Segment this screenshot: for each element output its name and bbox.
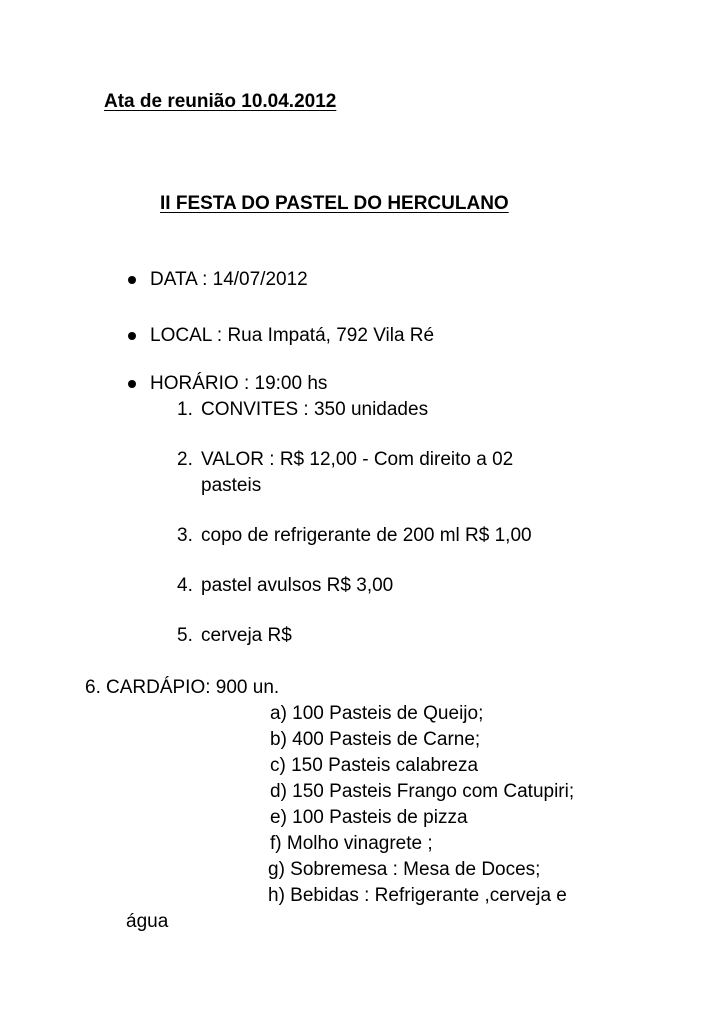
bullet-dot-icon xyxy=(128,380,136,388)
menu-item: d) 150 Pasteis Frango com Catupiri; xyxy=(270,781,575,802)
list-number: 6. xyxy=(85,677,101,698)
list-text: VALOR : R$ 12,00 - Com direito a 02 xyxy=(201,449,514,470)
menu-item: b) 400 Pasteis de Carne; xyxy=(270,729,481,750)
bullet-text: HORÁRIO : 19:00 hs xyxy=(150,373,328,394)
bullet-text: DATA : 14/07/2012 xyxy=(150,269,308,290)
menu-item: h) Bebidas : Refrigerante ,cerveja e xyxy=(268,885,567,906)
list-number: 1. xyxy=(177,399,193,420)
bullet-dot-icon xyxy=(128,276,136,284)
list-number: 3. xyxy=(177,525,193,546)
list-number: 4. xyxy=(177,575,193,596)
menu-item: f) Molho vinagrete ; xyxy=(270,833,433,854)
list-text: cerveja R$ xyxy=(201,625,292,646)
bullet-dot-icon xyxy=(128,332,136,340)
list-text: CONVITES : 350 unidades xyxy=(201,399,429,420)
cardapio-title: CARDÁPIO: 900 un. xyxy=(106,677,280,698)
list-text-continuation: pasteis xyxy=(201,475,262,496)
event-title: II FESTA DO PASTEL DO HERCULANO xyxy=(160,193,509,214)
list-text: copo de refrigerante de 200 ml R$ 1,00 xyxy=(201,525,532,546)
bullet-text: LOCAL : Rua Impatá, 792 Vila Ré xyxy=(150,325,435,346)
menu-item-continuation: água xyxy=(126,911,169,932)
list-number: 2. xyxy=(177,449,193,470)
menu-item: g) Sobremesa : Mesa de Doces; xyxy=(268,859,541,880)
list-text: pastel avulsos R$ 3,00 xyxy=(201,575,394,596)
list-number: 5. xyxy=(177,625,193,646)
menu-item: e) 100 Pasteis de pizza xyxy=(270,807,468,828)
document-title: Ata de reunião 10.04.2012 xyxy=(104,91,337,112)
menu-item: c) 150 Pasteis calabreza xyxy=(270,755,479,776)
menu-item: a) 100 Pasteis de Queijo; xyxy=(270,703,484,724)
